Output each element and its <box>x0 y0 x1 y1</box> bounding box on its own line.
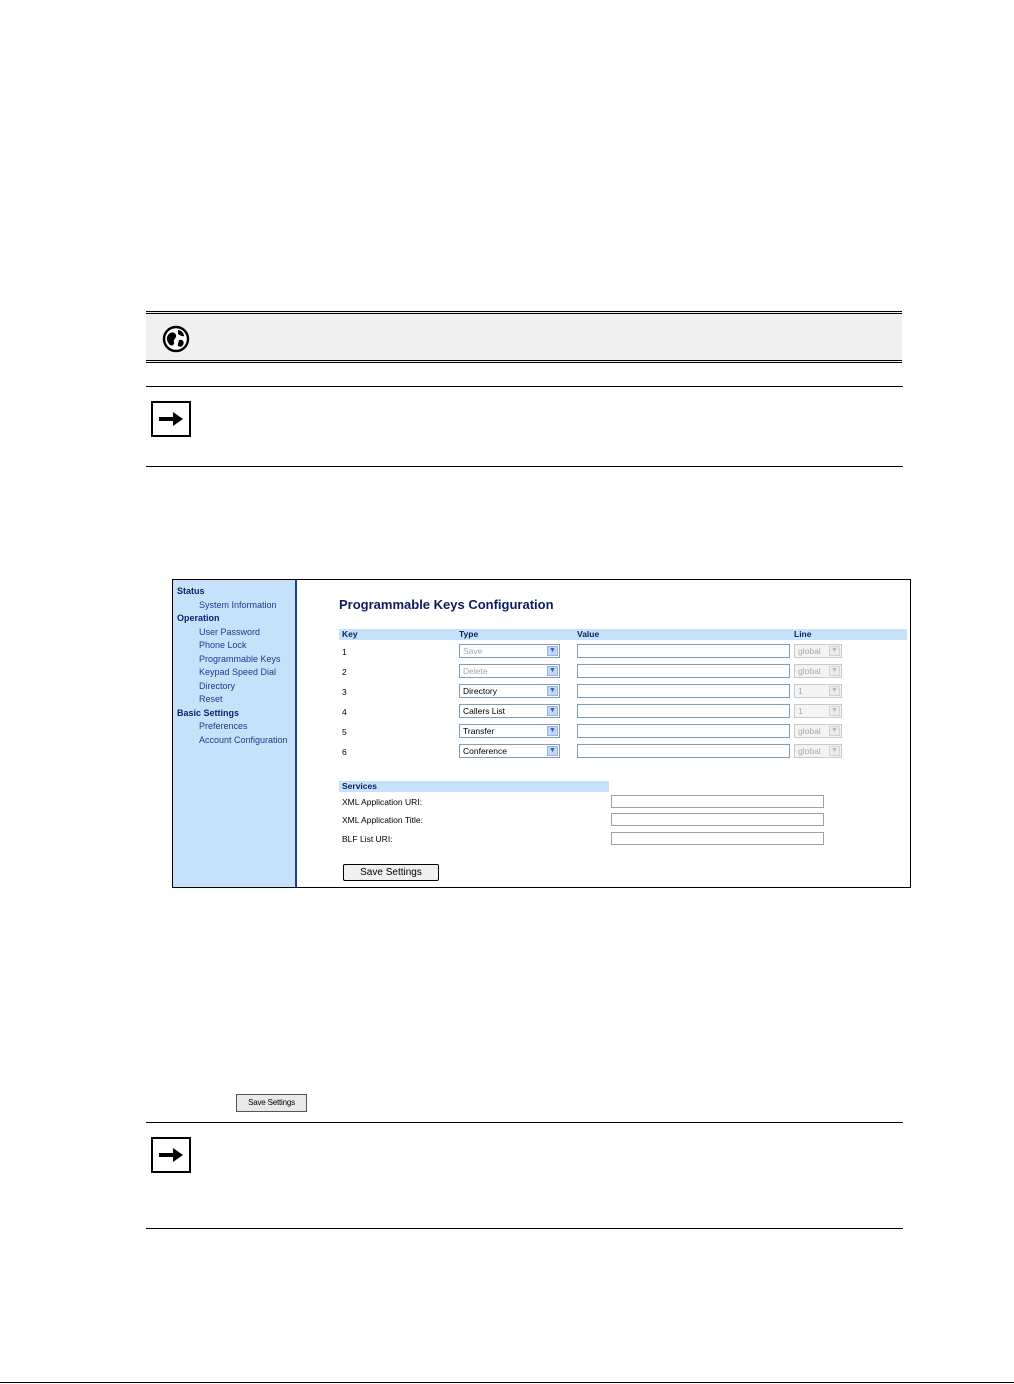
chevron-down-icon: ▼ <box>829 746 840 756</box>
xml-application-uri-label: XML Application URI: <box>342 797 422 807</box>
web-ui-banner <box>146 311 902 363</box>
note-arrow-icon <box>151 1137 191 1173</box>
sidebar-item-account-configuration[interactable]: Account Configuration <box>199 734 288 745</box>
services-header: Services <box>339 781 609 792</box>
xml-application-title-input[interactable] <box>611 813 824 826</box>
web-ui-screenshot <box>172 579 911 888</box>
value-input[interactable] <box>577 744 790 758</box>
chevron-down-icon: ▼ <box>829 666 840 676</box>
table-row <box>339 684 907 700</box>
sidebar-section-operation[interactable]: Operation <box>177 613 220 623</box>
line-select[interactable]: global ▼ <box>794 664 842 678</box>
table-row <box>339 664 907 680</box>
type-select[interactable]: Save ▼ <box>459 644 560 658</box>
page-footer-rule <box>0 1382 1014 1383</box>
line-select[interactable]: 1 ▼ <box>794 704 842 718</box>
line-select[interactable]: global ▼ <box>794 644 842 658</box>
blf-list-uri-input[interactable] <box>611 832 824 845</box>
page-title: Programmable Keys Configuration <box>339 597 554 612</box>
col-type: Type <box>459 629 479 639</box>
key-number: 2 <box>342 667 347 677</box>
note-arrow-icon <box>151 401 191 437</box>
sidebar-item-keypad-speed-dial[interactable]: Keypad Speed Dial <box>199 667 277 677</box>
value-input[interactable] <box>577 684 790 698</box>
chevron-down-icon: ▼ <box>829 686 840 696</box>
note-bottom-rule <box>146 1228 903 1229</box>
chevron-down-icon: ▼ <box>829 726 840 736</box>
chevron-down-icon: ▼ <box>547 666 558 676</box>
key-number: 3 <box>342 687 347 697</box>
table-row <box>339 644 907 660</box>
save-settings-button[interactable]: Save Settings <box>343 864 439 881</box>
blf-list-uri-label: BLF List URI: <box>342 834 393 844</box>
type-select[interactable]: Delete ▼ <box>459 664 560 678</box>
col-line: Line <box>794 629 812 639</box>
type-select[interactable]: Transfer ▼ <box>459 724 560 738</box>
value-input[interactable] <box>577 704 790 718</box>
sidebar-item-programmable-keys[interactable]: Programmable Keys <box>199 653 281 664</box>
sidebar-item-user-password[interactable]: User Password <box>199 626 261 637</box>
sidebar <box>173 580 297 887</box>
sidebar-section-status[interactable]: Status <box>177 586 205 596</box>
web-globe-icon <box>162 325 190 353</box>
type-select[interactable]: Callers List ▼ <box>459 704 560 718</box>
keys-table-header <box>339 629 907 640</box>
chevron-down-icon: ▼ <box>547 726 558 736</box>
main-panel <box>299 580 910 887</box>
line-select[interactable]: global ▼ <box>794 724 842 738</box>
sidebar-item-directory[interactable]: Directory <box>199 680 236 691</box>
col-value: Value <box>577 629 600 639</box>
sidebar-item-reset[interactable]: Reset <box>199 694 223 704</box>
key-number: 5 <box>342 727 347 737</box>
type-select[interactable]: Conference ▼ <box>459 744 560 758</box>
xml-application-title-label: XML Application Title: <box>342 815 423 825</box>
note-top-rule <box>146 1122 903 1123</box>
chevron-down-icon: ▼ <box>829 706 840 716</box>
sidebar-item-system-information[interactable]: System Information <box>199 599 277 610</box>
value-input[interactable] <box>577 664 790 678</box>
note-bottom-rule <box>146 466 903 467</box>
table-row <box>339 724 907 740</box>
chevron-down-icon: ▼ <box>547 706 558 716</box>
table-row <box>339 704 907 720</box>
chevron-down-icon: ▼ <box>547 646 558 656</box>
type-select[interactable]: Directory ▼ <box>459 684 560 698</box>
xml-application-uri-input[interactable] <box>611 795 824 808</box>
key-number: 1 <box>342 647 347 657</box>
col-key: Key <box>342 629 358 639</box>
inline-save-settings-button[interactable]: Save Settings <box>236 1094 307 1112</box>
chevron-down-icon: ▼ <box>547 746 558 756</box>
line-select[interactable]: 1 ▼ <box>794 684 842 698</box>
key-number: 6 <box>342 747 347 757</box>
sidebar-section-basic-settings[interactable]: Basic Settings <box>177 707 240 718</box>
value-input[interactable] <box>577 644 790 658</box>
chevron-down-icon: ▼ <box>829 646 840 656</box>
chevron-down-icon: ▼ <box>547 686 558 696</box>
key-number: 4 <box>342 707 347 717</box>
sidebar-item-phone-lock[interactable]: Phone Lock <box>199 640 247 650</box>
value-input[interactable] <box>577 724 790 738</box>
table-row <box>339 744 907 760</box>
sidebar-item-preferences[interactable]: Preferences <box>199 721 248 731</box>
line-select[interactable]: global ▼ <box>794 744 842 758</box>
note-top-rule <box>146 386 903 387</box>
